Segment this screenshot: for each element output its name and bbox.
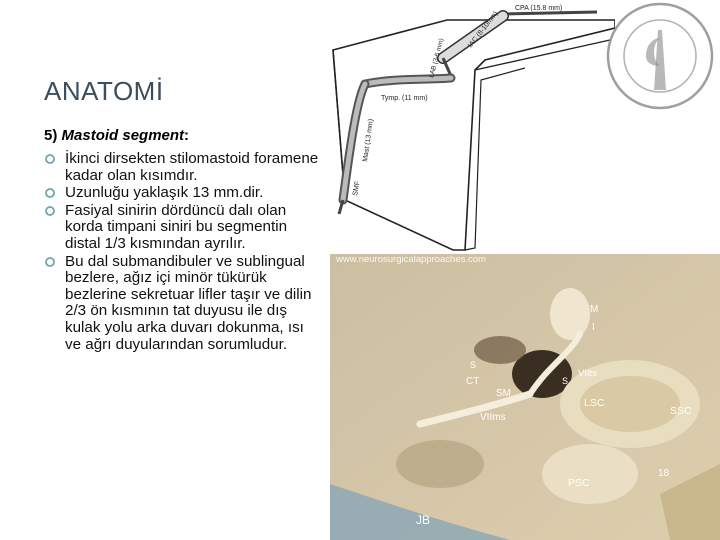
bullet-item: [44, 185, 324, 202]
photo-label-lsc: LSC: [584, 397, 605, 409]
photo-label-ssc: SSC: [670, 405, 692, 417]
diagram-label-cpa: CPA (15.8 mm): [515, 5, 563, 12]
photo-label-ct: CT: [466, 376, 480, 387]
diagram-label-iac: IAC (8-10mm): [467, 10, 500, 50]
bullet-item: [44, 151, 324, 184]
ring-bullet-icon: [44, 187, 56, 199]
bullet-list: [44, 151, 324, 354]
ring-bullet-icon: [44, 205, 56, 217]
diagram-label-mast: Mast (13 mm): [362, 118, 375, 163]
bullet-text: Uzunluğu yaklaşık 13 mm.dir.: [65, 184, 264, 202]
photo-label-m: M: [590, 304, 599, 315]
bullet-item: [44, 254, 324, 354]
slide-title: ANATOMİ: [44, 76, 164, 106]
photo-label-jb: JB: [416, 513, 431, 527]
section-heading-number: 5): [44, 127, 62, 144]
photo-label-viims: VIIms: [480, 412, 506, 423]
bullet-text: Fasiyal sinirin dördüncü dalı olan korda timpani siniri bu segmentin distal 1/3 kısmından ayrılır.: [65, 201, 288, 252]
photo-watermark: www.neurosurgicalapproaches.com: [336, 254, 486, 265]
photo-label-viits: VIIts: [578, 368, 598, 379]
ring-bullet-icon: [44, 153, 56, 165]
photo-label-psc: PSC: [568, 477, 590, 489]
section-heading: [44, 127, 189, 144]
section-heading-colon: :: [184, 127, 190, 144]
photo-scale-label: 18: [658, 468, 670, 479]
facial-nerve-diagram: [325, 0, 615, 258]
dissection-photo: [330, 254, 720, 540]
photo-label-s-right: S: [562, 376, 569, 386]
bullet-item: [44, 203, 324, 253]
photo-label-sm: SM: [496, 388, 511, 399]
diagram-label-lab: LAB (3-5 mm): [428, 37, 446, 79]
photo-label-i: I: [592, 322, 595, 333]
bullet-text: İkinci dirsekten stilomastoid foramene kadar olan kısımdır.: [65, 150, 319, 184]
diagram-label-tymp: Tymp. (11 mm): [381, 95, 428, 102]
photo-label-s-left: S: [470, 360, 477, 370]
bullet-text: Bu dal submandibuler ve sublingual bezlere, ağız içi minör tükürük bezlerine sekretuar lifler taşır ve dilin 2/3 ön kısmının tat duyusu ile dış kulak yolu arka duvarı dokunma, ısı ve ağrı duyularından sorumludur.: [65, 252, 312, 353]
ring-bullet-icon: [44, 256, 56, 268]
section-heading-name: Mastoid segment: [61, 127, 185, 144]
diagram-label-smf: SMF: [352, 180, 362, 197]
university-seal-logo: [598, 0, 720, 118]
